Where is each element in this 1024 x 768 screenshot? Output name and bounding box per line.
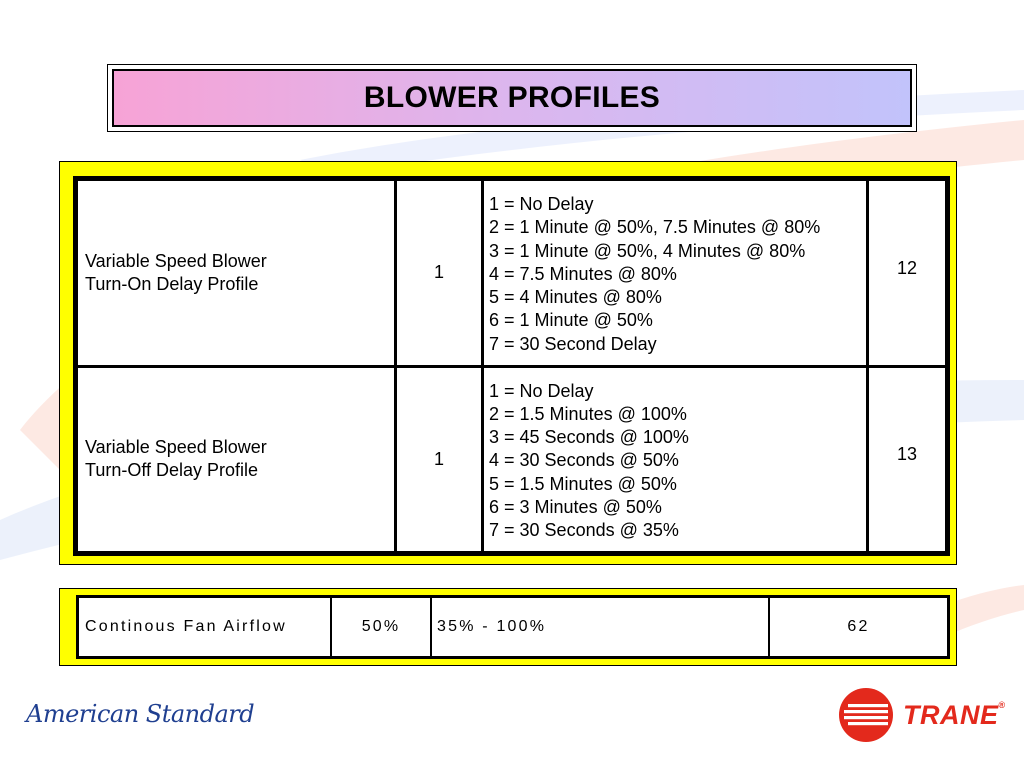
option-item: 6 = 1 Minute @ 50% [489,310,653,331]
option-item: 2 = 1.5 Minutes @ 100% [489,403,687,424]
table-row [76,366,948,554]
parameter-name-line: Turn-On Delay Profile [85,273,259,294]
parameter-name [76,366,396,554]
table-row [76,179,948,367]
option-item: 5 = 1.5 Minutes @ 50% [489,473,677,494]
delay-profile-table [73,176,950,556]
option-item: 7 = 30 Second Delay [489,333,657,354]
trane-globe-icon [838,687,894,743]
menu-code: 13 [868,366,948,554]
title-banner [112,69,912,127]
option-item: 3 = 45 Seconds @ 100% [489,427,689,448]
option-item: 1 = No Delay [489,380,594,401]
default-value: 50% [331,597,431,658]
parameter-name-line: Turn-Off Delay Profile [85,460,259,481]
parameter-name [76,179,396,367]
trane-logo-text: TRANE [903,700,999,730]
default-value: 1 [396,366,483,554]
fan-airflow-table [76,595,950,659]
option-item: 4 = 30 Seconds @ 50% [489,450,679,471]
option-list [483,179,868,367]
menu-code: 62 [769,597,949,658]
option-item: 6 = 3 Minutes @ 50% [489,496,662,517]
option-list [483,366,868,554]
option-item: 3 = 1 Minute @ 50%, 4 Minutes @ 80% [489,240,806,261]
title-box [107,64,917,132]
option-item: 4 = 7.5 Minutes @ 80% [489,263,677,284]
option-item: 1 = No Delay [489,194,594,214]
menu-code: 12 [868,179,948,367]
parameter-name-line: Variable Speed Blower [85,250,267,271]
trane-logo [903,700,1006,731]
value-range: 35% - 100% [431,597,769,658]
parameter-name: Continous Fan Airflow [78,597,332,658]
option-item: 2 = 1 Minute @ 50%, 7.5 Minutes @ 80% [489,217,821,238]
table-row [78,597,949,658]
parameter-name-line: Variable Speed Blower [85,437,267,458]
slide-title: BLOWER PROFILES [363,81,661,114]
american-standard-logo: American Standard [26,700,255,728]
option-item: 5 = 4 Minutes @ 80% [489,287,662,308]
registered-mark: ® [998,700,1006,710]
option-item: 7 = 30 Seconds @ 35% [489,520,679,541]
default-value: 1 [396,179,483,367]
